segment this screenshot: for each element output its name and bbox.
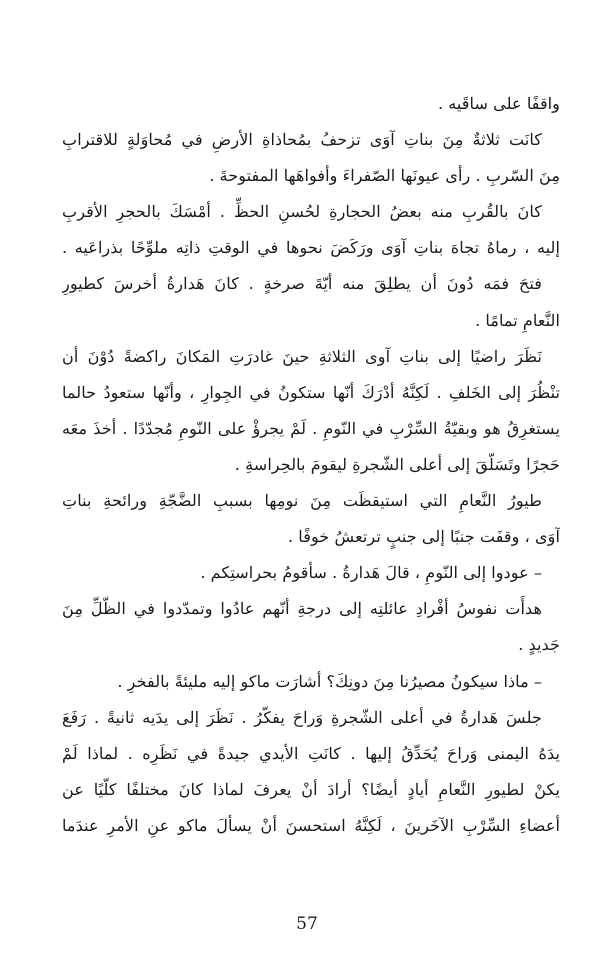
text-line: آوَى ، وقفَت جنبًا إلى جنبٍ ترتعشُ خوفًا . bbox=[287, 527, 560, 547]
text-line: جلسَ هَدارةُ في أعلى الشّجرةِ وَراحَ يفكّرُ . نَظَرَ إلى يدَيه ثانيةً . رَفَعَ bbox=[62, 707, 542, 727]
text-line: جَديدٍ . bbox=[518, 635, 560, 655]
text-line: طيورُ النَّعامِ التي استيقظَت مِنَ نومِها بسببِ الضَّجّةِ ورائحةِ بناتِ bbox=[62, 491, 542, 511]
text-line: – ماذا سيكونُ مصيرُنا مِنَ دونِكَ؟ أشارَت ماكو إليه مليئةً بالفخرِ . bbox=[117, 671, 542, 691]
text-line: كانَ بالقُربِ منه بعضُ الحجارةِ لحُسنِ الحظِّ . أمْسَكَ بالحجرِ الأقربِ bbox=[62, 202, 542, 222]
text-line: كانَت ثلاثةٌ مِنَ بناتِ آوَى تزحفُ بمُحاذاةِ الأرضِ في مُحاوَلةٍ للاقترابِ bbox=[62, 130, 542, 150]
text-line: النَّعامِ تمامًا . bbox=[475, 310, 560, 330]
body-text bbox=[62, 86, 560, 844]
text-line: حَجرًا وتَسَلّقَ إلى أعلى الشّجرةِ ليقومَ بالحِراسةِ . bbox=[234, 454, 560, 474]
text-line: تنْظُرَ إلى الخَلفِ . لَكِنَّهُ أدْرَكَ أنّها ستكونُ في الجِوارِ ، وأنّها ستعودُ حالما bbox=[62, 382, 560, 402]
text-line: إليه ، رماهُ تجاهَ بناتِ آوَى ورَكَضَ نحوها في الوقتِ ذاتِه ملوِّحًا بذراعَيه . bbox=[62, 238, 560, 258]
text-line: يكنْ لطيورِ النَّعامِ أيادٍ أيضًا؟ أرادَ أنْ يعرفَ لماذا كانَ مختلفًا كلّيًا عن bbox=[62, 779, 560, 799]
text-line: أعضاءِ السِّرْبِ الآخَرينَ ، لَكِنَّهُ استحسنَ أنْ يسألَ ماكو عنِ الأمرِ عندَما bbox=[62, 815, 560, 835]
text-line: فتحَ فمَه دُونَ أن يطلِقَ منه أيّةَ صرخةٍ . كانَ هَدارةُ أخرسَ كطيورِ bbox=[62, 274, 542, 294]
text-line: يستغرِقُ هو وبقيّةُ السِّرْبِ في النّومِ . لَمْ يجرؤْ على النّومِ مُجدّدًا . أخذَ معَه bbox=[62, 418, 560, 438]
text-line: واقفًا على ساقَيه . bbox=[437, 94, 560, 113]
text-line: – عودوا إلى النّومِ ، قالَ هَدارةُ . سأقومُ بحراستِكم . bbox=[200, 563, 542, 583]
text-line: يدَهُ اليمنى وَراحَ يُحَدِّقُ إليها . كانَتِ الأيدي جيدةً في نَظَرِه . لماذا لَمْ bbox=[62, 743, 560, 763]
text-line: مِنَ السّربِ . رأى عيونَها الصّفراءَ وأفواهَها المفتوحةَ . bbox=[209, 166, 560, 186]
text-line: نَظَرَ راضيًا إلى بناتِ آوى الثلاثةِ حينَ غادرَتِ المَكانَ راكضةً دُوْنَ أن bbox=[62, 346, 542, 366]
text-line: هدأَت نفوسُ أفْرادِ عائلتِه إلى درجةِ أنّهم عادُوا وتمدّدوا في الظّلِّ مِنَ bbox=[62, 599, 542, 619]
page-number: 57 bbox=[296, 914, 318, 934]
